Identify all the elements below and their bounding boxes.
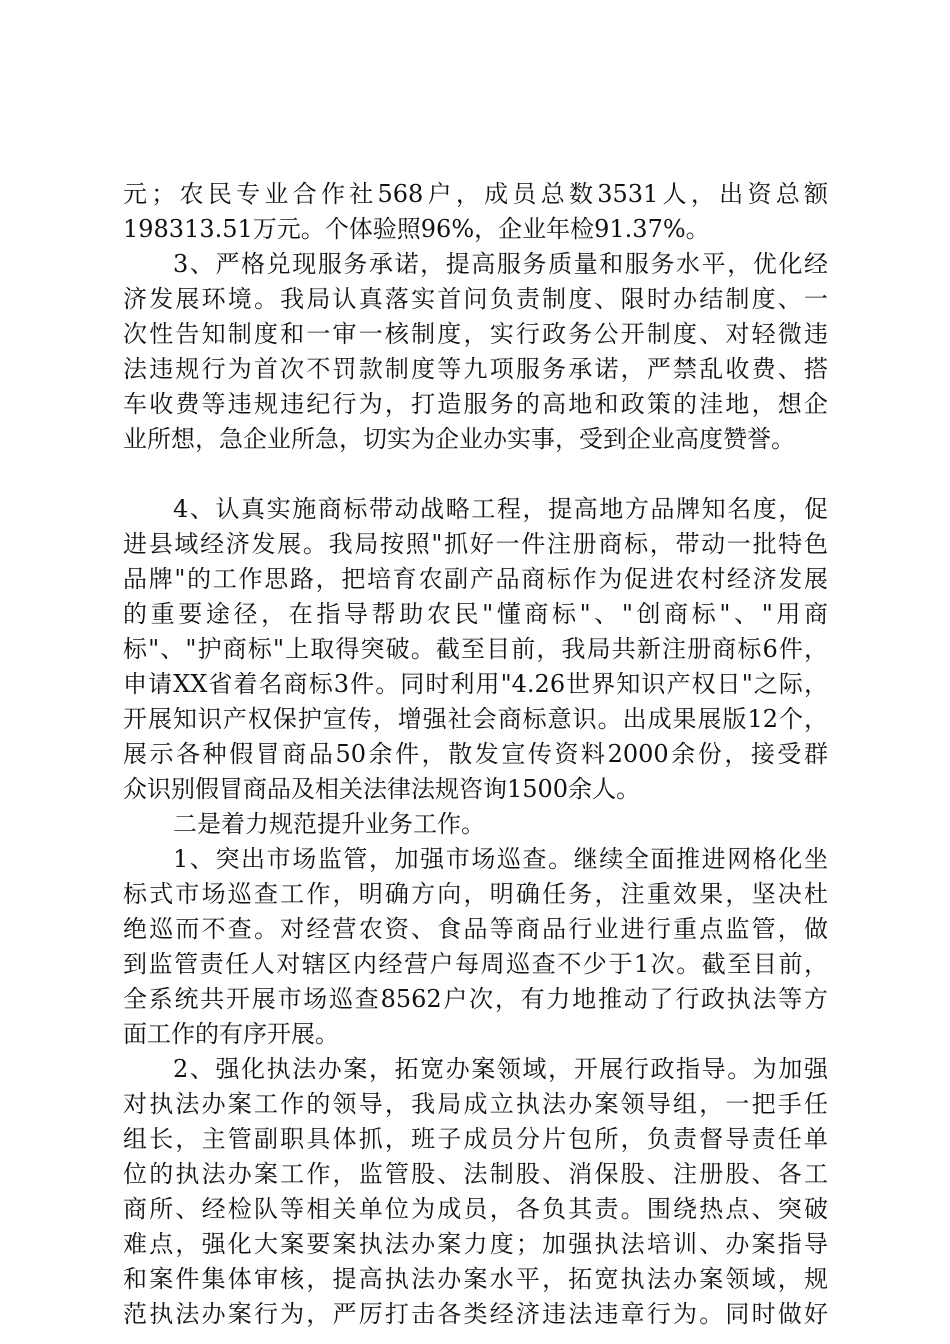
- paragraph-line: 对执法办案工作的领导，我局成立执法办案领导组，一把手任: [123, 1090, 828, 1118]
- paragraph-line: 众识别假冒商品及相关法律法规咨询1500余人。: [123, 775, 641, 803]
- paragraph-line: 济发展环境。我局认真落实首问负责制度、限时办结制度、一: [123, 285, 828, 313]
- paragraph-line: 和案件集体审核，提高执法办案水平，拓宽执法办案领域，规: [123, 1265, 828, 1293]
- paragraph-line: 次性告知制度和一审一核制度，实行政务公开制度、对轻微违: [123, 320, 828, 348]
- paragraph-line: 开展知识产权保护宣传，增强社会商标意识。出成果展版12个，: [123, 705, 828, 733]
- paragraph-line: 全系统共开展市场巡查8562户次，有力地推动了行政执法等方: [123, 985, 828, 1013]
- paragraph-line: 3、严格兑现服务承诺，提高服务质量和服务水平，优化经: [173, 250, 828, 278]
- paragraph-line: 标式市场巡查工作，明确方向，明确任务，注重效果，坚决杜: [123, 880, 828, 908]
- paragraph-line: 到监管责任人对辖区内经营户每周巡查不少于1次。截至目前，: [123, 950, 828, 978]
- paragraph-line: 申请XX省着名商标3件。同时利用"4.26世界知识产权日"之际，: [123, 670, 828, 698]
- paragraph-line: 位的执法办案工作，监管股、法制股、消保股、注册股、各工: [123, 1160, 828, 1188]
- paragraph-line: 车收费等违规违纪行为，打造服务的高地和政策的洼地，想企: [123, 390, 828, 418]
- paragraph-line: 业所想，急企业所急，切实为企业办实事，受到企业高度赞誉。: [123, 425, 795, 453]
- paragraph-line: 商所、经检队等相关单位为成员，各负其责。围绕热点、突破: [123, 1195, 828, 1223]
- paragraph-line: 1、突出市场监管，加强市场巡查。继续全面推进网格化坐: [173, 845, 828, 873]
- paragraph-line: 标"、"护商标"上取得突破。截至目前，我局共新注册商标6件，: [123, 635, 828, 663]
- paragraph-line: 难点，强化大案要案执法办案力度；加强执法培训、办案指导: [123, 1230, 828, 1258]
- paragraph-line: 法违规行为首次不罚款制度等九项服务承诺，严禁乱收费、搭: [123, 355, 828, 383]
- paragraph-line: 进县域经济发展。我局按照"抓好一件注册商标，带动一批特色: [123, 530, 828, 558]
- paragraph-line: 的重要途径，在指导帮助农民"懂商标"、"创商标"、"用商: [123, 600, 828, 628]
- paragraph-line: 展示各种假冒商品50余件，散发宣传资料2000余份，接受群: [123, 740, 828, 768]
- paragraph-line: 品牌"的工作思路，把培育农副产品商标作为促进农村经济发展: [123, 565, 828, 593]
- paragraph-line: 元；农民专业合作社568户，成员总数3531人，出资总额: [123, 180, 828, 208]
- paragraph-line: 范执法办案行为，严厉打击各类经济违法违章行为。同时做好: [123, 1300, 828, 1328]
- paragraph-line: 组长，主管副职具体抓，班子成员分片包所，负责督导责任单: [123, 1125, 828, 1153]
- paragraph-line: 绝巡而不查。对经营农资、食品等商品行业进行重点监管，做: [123, 915, 828, 943]
- paragraph-line: 2、强化执法办案，拓宽办案领域，开展行政指导。为加强: [173, 1055, 828, 1083]
- paragraph-line: 面工作的有序开展。: [123, 1020, 339, 1048]
- section-heading-line: 二是着力规范提升业务工作。: [173, 810, 485, 838]
- paragraph-line: 198313.51万元。个体验照96%，企业年检91.37%。: [123, 215, 710, 243]
- paragraph-line: 4、认真实施商标带动战略工程，提高地方品牌知名度，促: [173, 495, 828, 523]
